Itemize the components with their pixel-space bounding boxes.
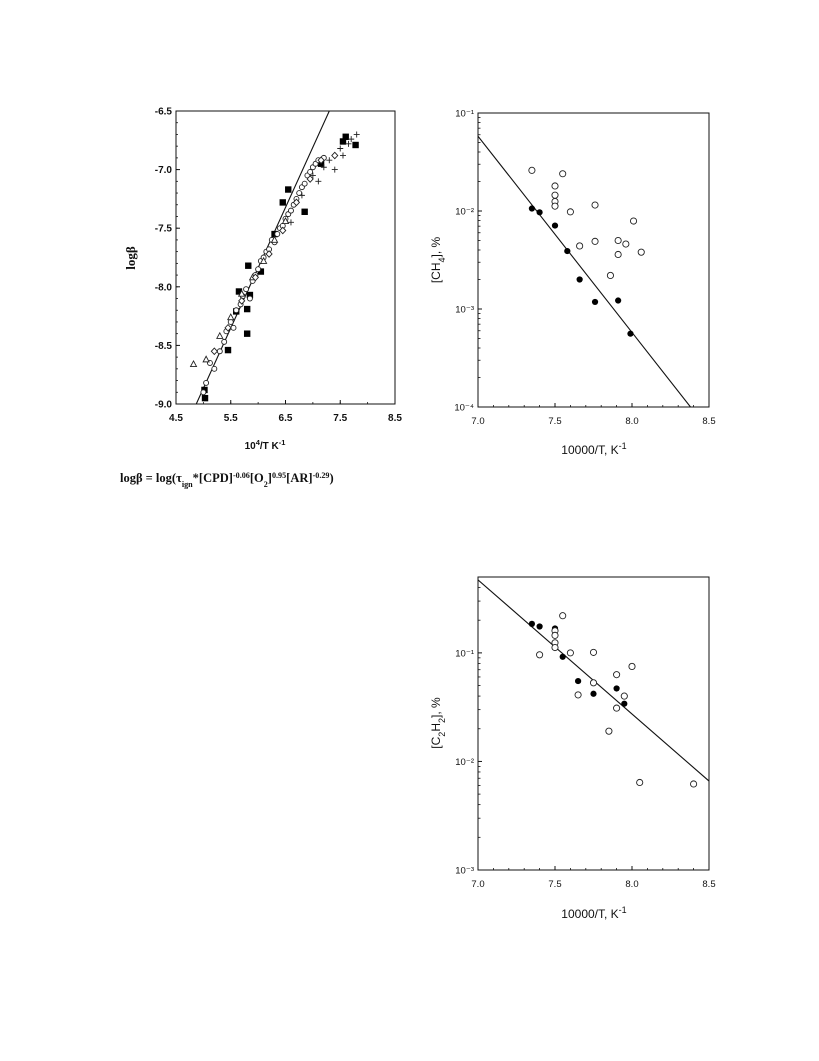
data-point-filled-circle (627, 331, 633, 337)
data-point-open-circle (204, 380, 209, 385)
x-tick-label: 8.5 (388, 413, 402, 424)
data-point-open-circle (638, 249, 644, 255)
data-point-filled-square (244, 330, 250, 336)
y-tick-label: -8.0 (154, 282, 172, 294)
data-point-filled-square (280, 199, 286, 205)
data-point-open-circle (590, 649, 596, 655)
logbeta-formula: $\log\beta = \log(\tau_{ign}*[CPD]^{-0.06}[O_2]^{0.95}[AR]^{-0.29})\log\beta$ = log(τign*[CPD]^-0.06[O2]^0.95[AR]^-0.29) (120, 470, 334, 489)
x-tick-label: 7.0 (471, 416, 485, 427)
data-point-open-circle (308, 169, 313, 174)
data-point-open-triangle (217, 333, 223, 339)
data-point-filled-circle (537, 623, 543, 629)
data-point-open-circle (615, 237, 621, 243)
data-point-open-circle (288, 208, 293, 213)
data-point-filled-circle (592, 299, 598, 305)
data-point-open-circle (234, 308, 239, 313)
data-point-open-circle (592, 238, 598, 244)
data-point-open-circle (614, 672, 620, 678)
y-tick-label: 10⁻³ (455, 304, 474, 316)
data-point-open-circle (552, 644, 558, 650)
data-point-plus (288, 219, 294, 225)
data-point-open-circle (592, 202, 598, 208)
data-point-open-circle (560, 613, 566, 619)
data-point-plus (315, 178, 321, 184)
data-point-open-circle (222, 339, 227, 344)
data-point-open-circle (552, 632, 558, 638)
data-point-open-circle (623, 241, 629, 247)
y-tick-label: 10⁻² (455, 206, 474, 218)
data-point-open-circle (244, 287, 249, 292)
x-axis-label: 10000/T, $K^{-1}10000/T$, K⁻¹ (561, 905, 627, 921)
data-point-filled-square (245, 263, 251, 269)
data-point-filled-square (202, 395, 208, 401)
data-point-open-circle (247, 296, 252, 301)
data-point-filled-square (225, 347, 231, 353)
chart-c2h2 (429, 577, 716, 921)
data-point-plus (337, 146, 343, 152)
data-point-open-circle (256, 267, 261, 272)
x-tick-label: 6.5 (278, 413, 293, 424)
data-point-open-circle (575, 692, 581, 698)
y-tick-label: 10⁻⁴ (454, 402, 474, 414)
data-point-filled-circle (615, 297, 621, 303)
data-point-open-circle (607, 272, 613, 278)
data-point-open-circle (552, 203, 558, 209)
data-point-open-circle (552, 192, 558, 198)
data-point-open-diamond (332, 152, 338, 158)
y-tick-label: -7.5 (154, 223, 172, 235)
data-point-filled-circle (529, 205, 535, 211)
data-point-open-circle (302, 181, 307, 186)
data-point-open-circle (217, 349, 222, 354)
x-tick-label: 7.5 (548, 416, 562, 427)
data-point-open-diamond (211, 348, 217, 354)
data-point-plus (332, 167, 338, 173)
data-point-plus (345, 141, 351, 147)
data-point-filled-circle (575, 678, 581, 684)
y-axis-label: $[C_2H_2]$, %[C₂H₂], % (429, 697, 447, 749)
plot-frame (176, 111, 395, 404)
data-point-plus (348, 136, 354, 142)
data-point-open-triangle (191, 361, 197, 367)
data-point-open-circle (637, 779, 643, 785)
data-point-open-triangle (228, 314, 234, 320)
y-tick-label: -6.5 (154, 106, 172, 118)
data-point-filled-square (244, 306, 250, 312)
data-point-open-circle (614, 705, 620, 711)
data-point-filled-circle (577, 276, 583, 282)
data-point-open-circle (629, 663, 635, 669)
data-point-open-circle (552, 183, 558, 189)
x-tick-label: 8.5 (702, 416, 716, 427)
data-point-open-circle (691, 781, 697, 787)
data-point-open-circle (275, 232, 280, 237)
data-point-open-circle (560, 171, 566, 177)
y-axis-label: logβlogβ (123, 246, 138, 270)
x-tick-label: 7.5 (548, 879, 562, 890)
data-point-filled-circle (614, 685, 620, 691)
data-point-open-circle (529, 167, 535, 173)
data-point-filled-square (285, 186, 291, 192)
data-point-open-circle (630, 218, 636, 224)
data-point-open-circle (297, 191, 302, 196)
y-tick-label: -8.5 (154, 340, 172, 352)
x-tick-label: 8.0 (625, 416, 639, 427)
fit-line (478, 136, 691, 407)
x-tick-label: 4.5 (169, 413, 183, 424)
x-tick-label: 7.0 (471, 879, 485, 890)
chart-ch4 (429, 109, 716, 458)
y-tick-label: 10⁻³ (455, 865, 474, 877)
x-tick-label: 7.5 (333, 413, 348, 424)
data-point-open-circle (231, 325, 236, 330)
y-tick-label: 10⁻¹ (455, 108, 474, 120)
data-point-filled-circle (529, 621, 535, 627)
data-point-open-circle (606, 728, 612, 734)
x-axis-label: $10^4/T$ $K^{-1}10^4/T$ K⁻¹ (244, 437, 286, 452)
data-point-open-circle (537, 652, 543, 658)
data-point-filled-square (352, 142, 358, 148)
data-point-filled-square (301, 209, 307, 215)
x-tick-label: 5.5 (223, 413, 238, 424)
data-point-filled-square (343, 134, 349, 140)
data-point-open-circle (590, 680, 596, 686)
y-tick-label: -7.0 (154, 165, 172, 177)
y-axis-label: $[CH_4]$, %[CH₄], % (429, 236, 447, 284)
data-point-plus (340, 153, 346, 159)
chart-logbeta (123, 107, 402, 453)
data-point-open-circle (567, 650, 573, 656)
data-point-open-circle (577, 243, 583, 249)
data-point-open-circle (228, 319, 233, 324)
x-axis-label: 10000/T, $K^{-1}10000/T$, K⁻¹ (561, 441, 627, 457)
data-point-open-circle (201, 390, 206, 395)
data-point-open-circle (621, 693, 627, 699)
data-point-open-circle (567, 209, 573, 215)
y-tick-label: 10⁻² (455, 756, 474, 768)
data-point-filled-circle (621, 701, 627, 707)
x-tick-label: 8.5 (702, 879, 716, 890)
data-point-filled-circle (552, 222, 558, 228)
data-point-filled-circle (564, 248, 570, 254)
data-point-filled-circle (590, 691, 596, 697)
y-tick-label: -9.0 (154, 399, 172, 411)
x-tick-label: 8.0 (625, 879, 639, 890)
plot-frame (478, 577, 709, 870)
data-point-plus (354, 131, 360, 137)
data-point-open-triangle (203, 356, 209, 362)
data-point-filled-circle (560, 654, 566, 660)
plot-frame (478, 113, 709, 407)
data-point-filled-circle (537, 209, 543, 215)
data-point-plus (326, 157, 332, 163)
data-point-open-circle (615, 251, 621, 257)
data-point-open-circle (212, 366, 217, 371)
y-tick-label: 10⁻¹ (455, 648, 474, 660)
